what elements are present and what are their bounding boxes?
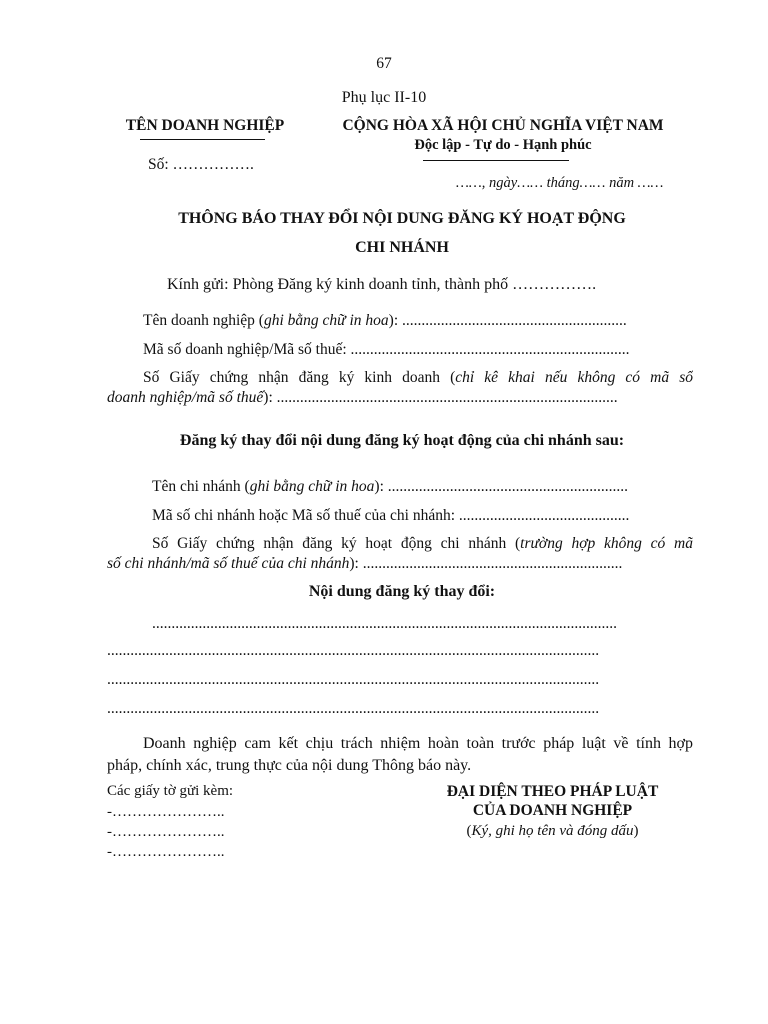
- document-number: Số: …………….: [148, 156, 254, 173]
- recipient-line: Kính gửi: Phòng Đăng ký kinh doanh tỉnh, thành phố …………….: [167, 276, 597, 293]
- branch-tax-field[interactable]: [107, 507, 693, 525]
- company-name-hint: ghi bằng chữ in hoa: [263, 312, 389, 329]
- attachment-item[interactable]: -…………………..: [107, 804, 225, 820]
- company-name-label: Tên doanh nghiệp (: [143, 312, 264, 329]
- branch-name-dots: ..............................................................: [387, 478, 628, 495]
- branch-cert-dots: ...................................................................: [362, 555, 623, 572]
- attachments-label: Các giấy tờ gửi kèm:: [107, 783, 234, 799]
- business-cert-line1: [107, 369, 693, 387]
- company-name-label-end: ):: [388, 312, 402, 329]
- business-cert-field[interactable]: [107, 389, 693, 407]
- company-tax-dots: ........................................................................: [350, 341, 630, 358]
- page-number: 67: [376, 55, 392, 72]
- business-cert-label-end: ):: [263, 389, 277, 406]
- signature-note-open: (: [466, 823, 472, 839]
- commitment-line2: pháp, chính xác, trung thực của nội dung Thông báo này.: [107, 757, 472, 774]
- branch-name-hint: ghi bằng chữ in hoa: [249, 478, 375, 495]
- attachment-item[interactable]: -…………………..: [107, 844, 225, 860]
- branch-section-heading: Đăng ký thay đổi nội dung đăng ký hoạt động của chi nhánh sau:: [179, 432, 625, 449]
- signature-title-line2: CỦA DOANH NGHIỆP: [472, 802, 633, 819]
- signature-title-line1: ĐẠI DIỆN THEO PHÁP LUẬT: [446, 783, 659, 800]
- company-tax-field[interactable]: [107, 341, 693, 359]
- branch-cert-hint-cont: số chi nhánh/mã số thuế của chi nhánh: [107, 555, 350, 572]
- signature-note-close: ): [633, 823, 639, 839]
- company-name-placeholder: TÊN DOANH NGHIỆP: [125, 117, 285, 134]
- business-cert-label: Số Giấy chứng nhận đăng ký kinh doanh (: [143, 369, 456, 386]
- branch-tax-dots: ............................................: [458, 507, 630, 524]
- business-cert-dots: ........................................................................................: [276, 389, 618, 406]
- company-tax-label: Mã số doanh nghiệp/Mã số thuế:: [143, 341, 351, 358]
- branch-name-field[interactable]: [107, 478, 693, 496]
- branch-tax-label: Mã số chi nhánh hoặc Mã số thuế của chi nhánh:: [152, 507, 459, 524]
- business-cert-hint: chỉ kê khai nếu không có mã số: [455, 369, 693, 386]
- branch-cert-label-end: ):: [349, 555, 363, 572]
- company-name-dots: ..........................................................: [402, 312, 627, 329]
- branch-name-label: Tên chi nhánh (: [152, 478, 250, 495]
- change-line-1[interactable]: ........................................................................................................................: [152, 615, 617, 632]
- business-cert-hint-cont: doanh nghiệp/mã số thuế: [107, 389, 264, 406]
- branch-name-label-end: ):: [374, 478, 388, 495]
- attachment-item[interactable]: -…………………..: [107, 824, 225, 840]
- country-name: CỘNG HÒA XÃ HỘI CHỦ NGHĨA VIỆT NAM: [342, 117, 664, 134]
- changes-heading: Nội dung đăng ký thay đổi:: [308, 583, 496, 600]
- company-underline: [140, 139, 265, 140]
- branch-cert-field[interactable]: [107, 555, 693, 573]
- branch-cert-line1: [107, 535, 693, 553]
- motto-underline: [423, 160, 569, 161]
- branch-cert-hint: trường hợp không có mã: [520, 535, 693, 552]
- change-line-4[interactable]: ...............................................................................................................................: [107, 700, 600, 717]
- appendix-label: Phụ lục II-10: [341, 89, 427, 106]
- signature-note: [420, 823, 685, 840]
- change-line-3[interactable]: ...............................................................................................................................: [107, 671, 600, 688]
- document-title-line2: CHI NHÁNH: [355, 239, 449, 256]
- national-motto: Độc lập - Tự do - Hạnh phúc: [414, 137, 592, 153]
- date-line: ……, ngày…… tháng…… năm ……: [456, 175, 664, 191]
- branch-cert-label: Số Giấy chứng nhận đăng ký hoạt động chi nhánh (: [152, 535, 521, 552]
- commitment-line1: Doanh nghiệp cam kết chịu trách nhiệm hoàn toàn trước pháp luật về tính hợp: [143, 735, 693, 752]
- change-line-2[interactable]: ...............................................................................................................................: [107, 642, 600, 659]
- signature-note-text: Ký, ghi họ tên và đóng dấu: [471, 823, 634, 839]
- document-title-line1: THÔNG BÁO THAY ĐỔI NỘI DUNG ĐĂNG KÝ HOẠT ĐỘNG: [178, 210, 626, 227]
- company-name-field[interactable]: [107, 312, 693, 330]
